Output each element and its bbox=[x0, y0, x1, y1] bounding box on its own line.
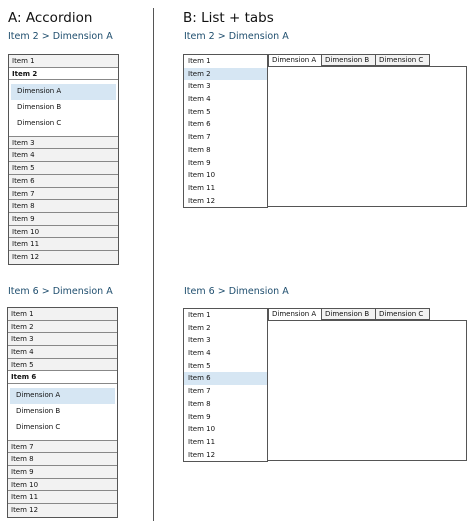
item-list bbox=[183, 308, 268, 462]
item-list bbox=[183, 54, 268, 208]
accordion-item[interactable]: Item 3 bbox=[9, 137, 118, 150]
list-item[interactable]: Item 9 bbox=[188, 158, 211, 167]
accordion-subpanel bbox=[8, 384, 117, 440]
accordion-item[interactable]: Item 8 bbox=[9, 200, 118, 213]
tab-dimension-b[interactable]: Dimension B bbox=[322, 54, 376, 66]
list-item[interactable]: Item 3 bbox=[188, 82, 211, 91]
accordion-item[interactable]: Item 2 bbox=[8, 321, 117, 334]
accordion-item[interactable]: Item 7 bbox=[8, 441, 117, 454]
accordion-item[interactable]: Item 12 bbox=[8, 504, 117, 517]
accordion-item[interactable]: Item 1 bbox=[8, 308, 117, 321]
list-item[interactable]: Item 11 bbox=[188, 183, 216, 192]
tab-dimension-c[interactable]: Dimension C bbox=[376, 54, 430, 66]
list-tabs-2-breadcrumb: Item 6 > Dimension A bbox=[184, 286, 289, 297]
list-item[interactable]: Item 1 bbox=[188, 57, 211, 65]
accordion-item[interactable]: Item 10 bbox=[8, 479, 117, 492]
panel-a-heading: A: Accordion bbox=[8, 10, 93, 26]
accordion-subitem[interactable]: Dimension B bbox=[16, 406, 61, 415]
accordion-subitem[interactable]: Dimension A bbox=[10, 388, 115, 404]
dimension-tabs bbox=[268, 308, 430, 320]
accordion-2-breadcrumb: Item 6 > Dimension A bbox=[8, 286, 113, 297]
accordion-subpanel bbox=[9, 80, 118, 136]
list-item[interactable]: Item 10 bbox=[188, 171, 216, 180]
tab-content-area bbox=[267, 66, 467, 207]
list-item[interactable]: Item 5 bbox=[188, 107, 211, 116]
list-item[interactable]: Item 7 bbox=[188, 133, 211, 142]
accordion-item[interactable]: Item 5 bbox=[8, 359, 117, 372]
list-item[interactable]: Item 9 bbox=[188, 412, 211, 421]
list-item[interactable]: Item 6 bbox=[184, 372, 267, 385]
accordion-item[interactable]: Item 12 bbox=[9, 251, 118, 264]
accordion-item[interactable]: Item 4 bbox=[8, 346, 117, 359]
list-tabs-1 bbox=[183, 54, 468, 208]
accordion-item[interactable]: Item 7 bbox=[9, 188, 118, 201]
accordion-2 bbox=[7, 307, 118, 518]
list-tabs-1-breadcrumb: Item 2 > Dimension A bbox=[184, 31, 289, 42]
accordion-item[interactable]: Item 3 bbox=[8, 333, 117, 346]
list-item[interactable]: Item 5 bbox=[188, 361, 211, 370]
tab-dimension-b[interactable]: Dimension B bbox=[322, 308, 376, 320]
list-item[interactable]: Item 3 bbox=[188, 336, 211, 345]
accordion-item[interactable]: Item 9 bbox=[8, 466, 117, 479]
list-item[interactable]: Item 4 bbox=[188, 95, 211, 104]
accordion-item[interactable]: Item 4 bbox=[9, 149, 118, 162]
accordion-item[interactable]: Item 6 bbox=[9, 175, 118, 188]
accordion-item-expanded[interactable]: Item 2 bbox=[9, 68, 118, 81]
tab-dimension-a[interactable]: Dimension A bbox=[268, 308, 322, 320]
tab-dimension-a[interactable]: Dimension A bbox=[268, 54, 322, 66]
list-tabs-2 bbox=[183, 308, 468, 462]
accordion-subitem[interactable]: Dimension C bbox=[16, 422, 61, 431]
accordion-1-breadcrumb: Item 2 > Dimension A bbox=[8, 31, 113, 42]
section-divider bbox=[153, 8, 154, 521]
dimension-tabs bbox=[268, 54, 430, 66]
panel-b-heading: B: List + tabs bbox=[183, 10, 274, 26]
accordion-item-expanded[interactable]: Item 6 bbox=[8, 371, 117, 384]
accordion-item[interactable]: Item 1 bbox=[9, 55, 118, 68]
accordion-item[interactable]: Item 10 bbox=[9, 226, 118, 239]
list-item[interactable]: Item 2 bbox=[188, 323, 211, 332]
accordion-item[interactable]: Item 9 bbox=[9, 213, 118, 226]
accordion-item[interactable]: Item 11 bbox=[9, 238, 118, 251]
accordion-subitem[interactable]: Dimension B bbox=[17, 103, 62, 112]
list-item[interactable]: Item 12 bbox=[188, 196, 216, 205]
tab-dimension-c[interactable]: Dimension C bbox=[376, 308, 430, 320]
accordion-item[interactable]: Item 11 bbox=[8, 491, 117, 504]
list-item[interactable]: Item 7 bbox=[188, 387, 211, 396]
list-item[interactable]: Item 4 bbox=[188, 349, 211, 358]
list-item[interactable]: Item 2 bbox=[184, 68, 267, 81]
list-item[interactable]: Item 11 bbox=[188, 437, 216, 446]
list-item[interactable]: Item 6 bbox=[188, 120, 211, 129]
list-item[interactable]: Item 8 bbox=[188, 399, 211, 408]
accordion-item[interactable]: Item 8 bbox=[8, 453, 117, 466]
list-item[interactable]: Item 8 bbox=[188, 145, 211, 154]
accordion-subitem[interactable]: Dimension C bbox=[17, 118, 62, 127]
accordion-item[interactable]: Item 5 bbox=[9, 162, 118, 175]
accordion-1 bbox=[8, 54, 119, 265]
list-item[interactable]: Item 12 bbox=[188, 450, 216, 459]
tab-content-area bbox=[267, 320, 467, 461]
list-item[interactable]: Item 10 bbox=[188, 425, 216, 434]
accordion-subitem[interactable]: Dimension A bbox=[11, 84, 116, 100]
list-item[interactable]: Item 1 bbox=[188, 311, 211, 319]
